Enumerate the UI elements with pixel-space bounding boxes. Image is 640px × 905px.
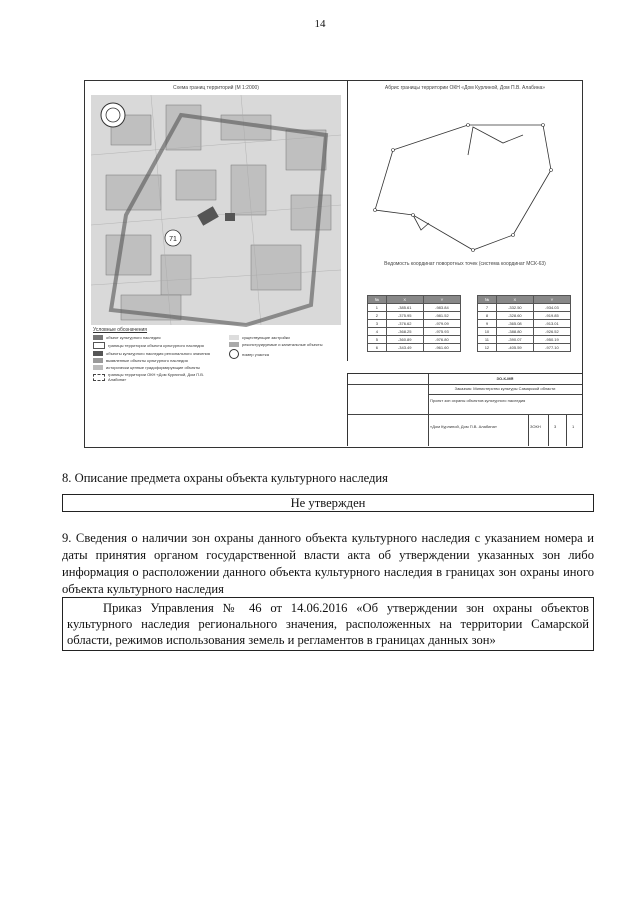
legend-item: существующие застройки [242,335,290,340]
table-row: 11 -390.07 -950.19 [478,336,571,344]
svg-text:71: 71 [169,236,177,243]
stamp-sheet-code: ЗО-К-МЯ [496,376,514,381]
coords-header: № [368,296,387,304]
table-row: 1 -385.61 -983.84 [368,304,461,312]
stamp-sheet: 3 [554,424,557,429]
coordinates-title: Ведомость координат поворотных точек (система координат МСК-63) [384,261,546,267]
protection-subject-value: Не утвержден [62,494,594,512]
legend-title: Условные обозначения [93,327,148,333]
title-block-stamp [347,373,582,446]
table-row: 10 -388.80 -926.52 [478,328,571,336]
table-row: 7 -332.50 -934.03 [478,304,571,312]
legend-item: границы территории ОКН «Дом Курлиной, Дом П.В. Алабина» [107,372,205,382]
coords-header: Y [533,296,570,304]
table-row: 2 -375.95 -981.52 [368,312,461,320]
table-row: 5 -360.89 -976.80 [368,336,461,344]
stamp-object: «Дом Курлиной, Дом П.В. Алабина» [430,424,498,429]
page-number: 14 [314,18,326,30]
coords-header: Y [423,296,460,304]
legend-item: объект культурного наследия [106,335,161,340]
stamp-organization: Заказчик: Министерство культуры Самарской области [454,386,556,391]
map-divider [347,81,348,361]
legend-item: выявленные объекты культурного наследия [106,358,188,363]
table-row: 4 -368.25 -975.93 [368,328,461,336]
legend-item: объекты культурного наследия регионального значения [106,351,210,356]
legend-item: реконструируемые и капитальные объекты [242,342,323,347]
boundary-title: Абрис границы территории ОКН «Дом Курлиной, Дом П.В. Алабина» [384,85,546,91]
coordinates-table-right [477,295,571,352]
table-row: 8 -328.60 -919.85 [478,312,571,320]
boundary-outline [353,95,577,255]
table-row: 6 -343.49 -961.60 [368,344,461,352]
coords-header: № [478,296,497,304]
stamp-project: Проект зон охраны объектов культурного наследия [430,398,526,403]
legend-item: границы территории объекта культурного наследия [108,343,204,348]
stamp-sheets: 1 [572,424,575,429]
legend-item: номер участка [242,351,269,357]
scheme-title: Схема границ территорий (М 1:2000) [173,85,259,91]
legend-item: исторически ценные градоформирующие объекты [106,365,201,370]
stamp-stage: ЗОКН [530,424,541,429]
map-sheet [84,80,583,448]
table-row: 3 -376.62 -979.09 [368,320,461,328]
coords-header: X [386,296,423,304]
section-9-heading: 9. Сведения о наличии зон охраны данного объекта культурного наследия с указанием номера и даты принятия органом государственной власти акта об утверждении указанных зон либо информация о расположении данного объекта культурного наследия в границах зон охраны иного объекта культурного наследия [62,531,594,596]
protection-zones-value: Приказ Управления № 46 от 14.06.2016 «Об утверждении зон охраны объектов культурного наследия регионального значения, расположенных на территории Самарской области, режимов использования земель и регламентов в границах данных зон» [62,597,594,651]
table-row: 12 -405.59 -977.10 [478,344,571,352]
coords-header: X [496,296,533,304]
table-row: 9 -365.08 -913.01 [478,320,571,328]
section-8-heading: 8. Описание предмета охраны объекта культурного наследия [62,471,388,485]
